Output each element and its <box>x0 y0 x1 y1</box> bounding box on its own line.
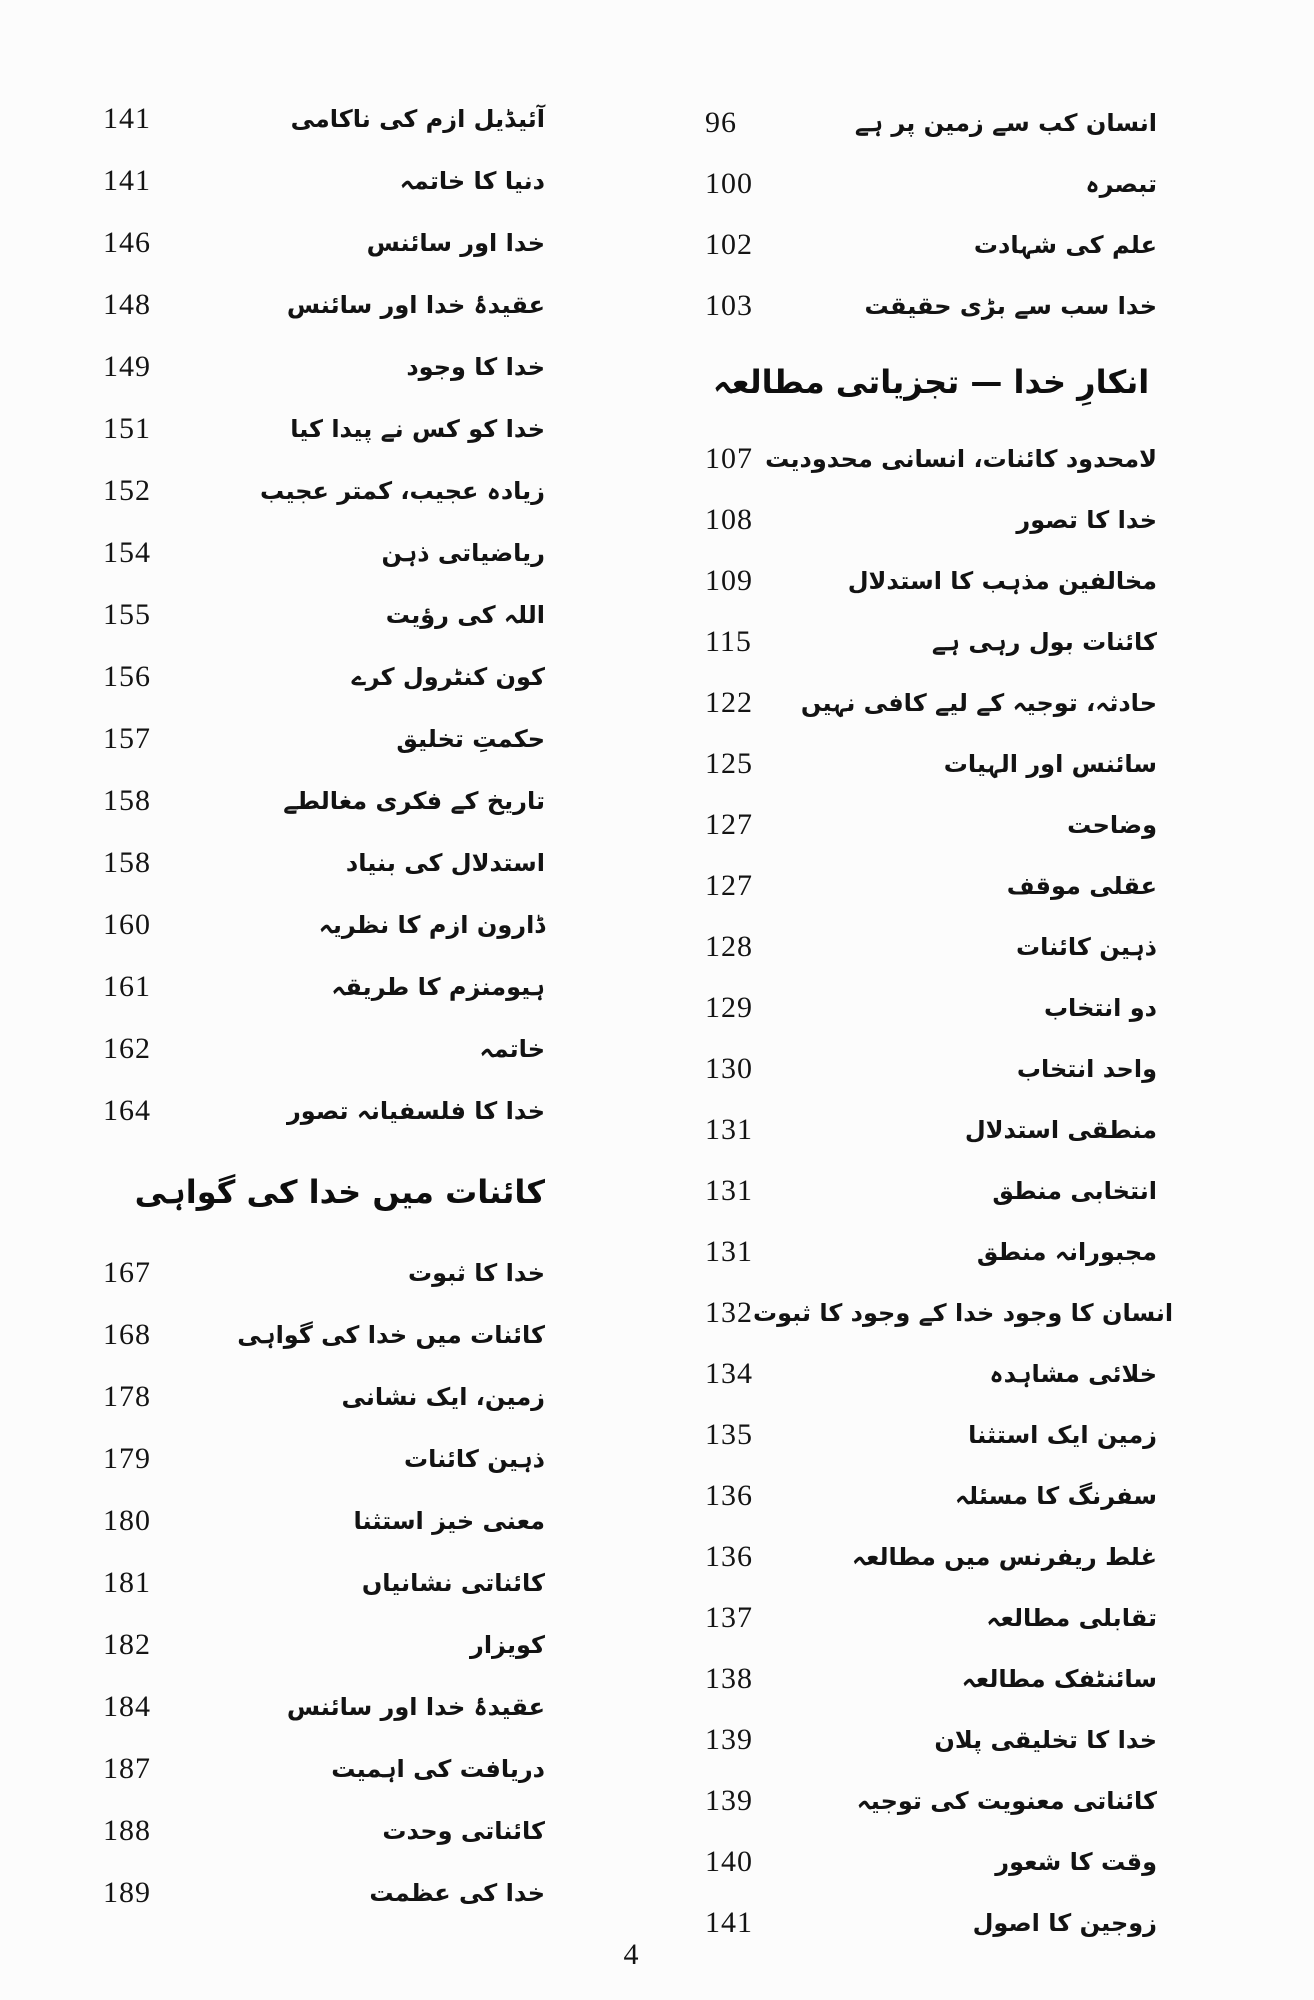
toc-row <box>705 1221 1157 1282</box>
toc-row <box>705 428 1157 489</box>
toc-page-number: 108 <box>705 502 753 536</box>
toc-entry-title: عقیدۂ خدا اور سائنس <box>286 1693 545 1721</box>
toc-entry-title: انسان کب سے زمین پر ہے <box>854 108 1157 137</box>
toc-entry-title: دو انتخاب <box>1043 993 1157 1022</box>
toc-entry-title: انتخابی منطق <box>992 1176 1157 1205</box>
toc-page-number: 158 <box>103 784 151 817</box>
toc-row <box>103 1304 545 1366</box>
toc-entry-title: وضاحت <box>1067 810 1157 839</box>
toc-page-number: 136 <box>705 1478 753 1512</box>
toc-row <box>103 1490 545 1552</box>
toc-page-number: 184 <box>103 1690 151 1723</box>
section-heading-row <box>705 336 1157 428</box>
toc-entry-title: زیادہ عجیب، کمتر عجیب <box>260 477 545 505</box>
section-heading: کائنات میں خدا کی گواہی <box>134 1173 545 1211</box>
toc-entry-title: خدا کو کس نے پیدا کیا <box>290 415 545 443</box>
toc-entry-title: خدا سب سے بڑی حقیقت <box>864 291 1157 320</box>
toc-page-number: 100 <box>705 166 753 200</box>
toc-page-number: 131 <box>705 1234 753 1268</box>
toc-page-number: 103 <box>705 288 753 322</box>
toc-page-number: 189 <box>103 1876 151 1909</box>
toc-page-number: 115 <box>705 624 752 658</box>
toc-column-right <box>705 92 1174 1953</box>
toc-entry-title: سائنٹفک مطالعہ <box>961 1664 1157 1693</box>
toc-row <box>705 1404 1157 1465</box>
toc-page-number: 155 <box>103 598 151 631</box>
toc-entry-title: کائنات میں خدا کی گواہی <box>237 1321 545 1349</box>
toc-page-number: 156 <box>103 660 151 693</box>
toc-entry-title: زوجین کا اصول <box>972 1908 1157 1937</box>
toc-entry-title: غلط ریفرنس میں مطالعہ <box>851 1542 1157 1571</box>
toc-entry-title: زمین، ایک نشانی <box>341 1383 545 1411</box>
toc-row <box>103 88 545 150</box>
toc-entry-title: تبصرہ <box>1085 169 1157 198</box>
toc-row <box>705 855 1157 916</box>
toc-page-number: 188 <box>103 1814 151 1847</box>
toc-page-number: 141 <box>103 164 151 197</box>
toc-entry-title: حادثہ، توجیہ کے لیے کافی نہیں <box>800 688 1157 717</box>
footer-page-number: 4 <box>623 1938 639 1971</box>
toc-entry-title: اللہ کی رؤیت <box>385 601 545 629</box>
toc-page-number: 168 <box>103 1318 151 1351</box>
toc-row <box>705 214 1157 275</box>
toc-page-number: 138 <box>705 1661 753 1695</box>
toc-entry-title: تقابلی مطالعہ <box>986 1603 1157 1632</box>
toc-row <box>705 1343 1157 1404</box>
toc-row <box>705 794 1157 855</box>
toc-page-number: 134 <box>705 1356 753 1390</box>
toc-row <box>705 1526 1157 1587</box>
toc-row <box>103 1242 545 1304</box>
toc-entry-title: وقت کا شعور <box>995 1847 1157 1876</box>
toc-page-number: 131 <box>705 1112 753 1146</box>
toc-row <box>103 460 545 522</box>
toc-page-number: 140 <box>705 1844 753 1878</box>
toc-row <box>103 212 545 274</box>
toc-page-number: 96 <box>705 105 737 139</box>
toc-page-number: 139 <box>705 1722 753 1756</box>
toc-entry-title: ریاضیاتی ذہن <box>381 539 545 567</box>
toc-row <box>705 1099 1157 1160</box>
toc-row <box>103 1366 545 1428</box>
toc-row <box>705 672 1157 733</box>
toc-row <box>103 1738 545 1800</box>
toc-page-number: 154 <box>103 536 151 569</box>
toc-entry-title: لامحدود کائنات، انسانی محدودیت <box>765 444 1157 473</box>
toc-row <box>103 1018 545 1080</box>
toc-page-number: 162 <box>103 1032 151 1065</box>
toc-entry-title: دنیا کا خاتمہ <box>399 167 545 195</box>
toc-entry-title: ذہین کائنات <box>403 1445 545 1473</box>
toc-page-number: 164 <box>103 1094 151 1127</box>
toc-row <box>103 336 545 398</box>
toc-page-number: 181 <box>103 1566 151 1599</box>
toc-row <box>103 150 545 212</box>
toc-entry-title: عقیدۂ خدا اور سائنس <box>286 291 545 319</box>
toc-entry-title: حکمتِ تخلیق <box>396 725 545 753</box>
toc-row <box>705 550 1157 611</box>
toc-row <box>705 1282 1174 1343</box>
toc-page-number: 131 <box>705 1173 753 1207</box>
toc-page-number: 146 <box>103 226 151 259</box>
toc-entry-title: خاتمہ <box>479 1035 545 1063</box>
toc-entry-title: استدلال کی بنیاد <box>345 849 545 877</box>
toc-entry-title: عقلی موقف <box>1006 871 1157 900</box>
toc-entry-title: زمین ایک استثنا <box>968 1420 1157 1449</box>
toc-page-number: 136 <box>705 1539 753 1573</box>
toc-row <box>103 1552 545 1614</box>
toc-page-number: 158 <box>103 846 151 879</box>
toc-page-number: 152 <box>103 474 151 507</box>
toc-page-number: 141 <box>705 1905 753 1939</box>
toc-entry-title: خدا کا تصور <box>1016 505 1157 534</box>
toc-entry-title: کویزار <box>470 1631 545 1659</box>
toc-page-number: 167 <box>103 1256 151 1289</box>
toc-entry-title: مجبورانہ منطق <box>976 1237 1157 1266</box>
toc-row <box>103 646 545 708</box>
toc-page-number: 109 <box>705 563 753 597</box>
toc-row <box>103 832 545 894</box>
toc-page-number: 179 <box>103 1442 151 1475</box>
toc-entry-title: منطقی استدلال <box>964 1115 1157 1144</box>
toc-entry-title: خلائی مشاہدہ <box>989 1359 1157 1388</box>
toc-row <box>103 1428 545 1490</box>
toc-entry-title: سفرنگ کا مسئلہ <box>954 1481 1157 1510</box>
toc-row <box>103 274 545 336</box>
toc-entry-title: معنی خیز استثنا <box>353 1507 545 1535</box>
toc-row <box>103 522 545 584</box>
toc-entry-title: خدا اور سائنس <box>366 229 545 257</box>
toc-row <box>705 1160 1157 1221</box>
toc-page-number: 149 <box>103 350 151 383</box>
toc-page-number: 161 <box>103 970 151 1003</box>
toc-entry-title: خدا کا وجود <box>406 353 545 381</box>
toc-row <box>705 611 1157 672</box>
toc-entry-title: علم کی شہادت <box>973 230 1157 259</box>
toc-entry-title: آئیڈیل ازم کی ناکامی <box>290 105 545 133</box>
toc-row <box>103 894 545 956</box>
toc-row <box>103 1614 545 1676</box>
toc-entry-title: کائناتی نشانیاں <box>361 1569 545 1597</box>
toc-row <box>705 153 1157 214</box>
toc-row <box>103 708 545 770</box>
toc-row <box>705 1831 1157 1892</box>
toc-entry-title: کون کنٹرول کرے <box>351 663 545 691</box>
toc-entry-title: دریافت کی اہمیت <box>331 1755 545 1783</box>
toc-entry-title: انسان کا وجود خدا کے وجود کا ثبوت <box>753 1298 1174 1327</box>
toc-page-number: 180 <box>103 1504 151 1537</box>
toc-entry-title: ڈارون ازم کا نظریہ <box>318 911 545 939</box>
toc-entry-title: خدا کی عظمت <box>369 1879 545 1907</box>
toc-row <box>103 1080 545 1142</box>
toc-row <box>705 1648 1157 1709</box>
toc-page-number: 148 <box>103 288 151 321</box>
toc-entry-title: کائناتی وحدت <box>382 1817 545 1845</box>
toc-row <box>705 489 1157 550</box>
toc-entry-title: خدا کا فلسفیانہ تصور <box>286 1097 545 1125</box>
toc-row <box>103 1862 545 1924</box>
toc-page-number: 139 <box>705 1783 753 1817</box>
toc-page-number: 182 <box>103 1628 151 1661</box>
toc-page-number: 127 <box>705 868 753 902</box>
toc-entry-title: کائنات بول رہی ہے <box>931 627 1157 656</box>
toc-page-number: 187 <box>103 1752 151 1785</box>
section-heading-row <box>103 1142 545 1242</box>
toc-page-number: 129 <box>705 990 753 1024</box>
toc-page-number: 128 <box>705 929 753 963</box>
toc-row <box>103 1676 545 1738</box>
toc-page-number: 178 <box>103 1380 151 1413</box>
toc-page-number: 151 <box>103 412 151 445</box>
toc-page-number: 102 <box>705 227 753 261</box>
toc-page-number: 141 <box>103 102 151 135</box>
toc-entry-title: سائنس اور الہیات <box>943 749 1157 778</box>
toc-column-left <box>103 88 545 1924</box>
toc-page-number: 135 <box>705 1417 753 1451</box>
toc-row <box>705 1038 1157 1099</box>
toc-row <box>705 92 1157 153</box>
toc-page-number: 157 <box>103 722 151 755</box>
toc-row <box>705 1709 1157 1770</box>
toc-row <box>705 977 1157 1038</box>
toc-entry-title: تاریخ کے فکری مغالطے <box>283 787 545 815</box>
toc-page-number: 160 <box>103 908 151 941</box>
toc-entry-title: خدا کا ثبوت <box>407 1259 545 1287</box>
toc-row <box>103 1800 545 1862</box>
toc-row <box>103 398 545 460</box>
toc-row <box>103 956 545 1018</box>
toc-entry-title: مخالفین مذہب کا استدلال <box>847 566 1157 595</box>
toc-page-number: 127 <box>705 807 753 841</box>
toc-page-number: 125 <box>705 746 753 780</box>
section-heading: انکارِ خدا — تجزیاتی مطالعہ <box>712 363 1150 401</box>
toc-entry-title: کائناتی معنویت کی توجیہ <box>856 1786 1157 1815</box>
toc-row <box>705 1587 1157 1648</box>
toc-row <box>103 584 545 646</box>
toc-page-number: 122 <box>705 685 753 719</box>
toc-entry-title: ذہین کائنات <box>1015 932 1157 961</box>
toc-entry-title: ہیومنزم کا طریقہ <box>331 973 545 1001</box>
toc-row <box>705 1465 1157 1526</box>
toc-page-number: 137 <box>705 1600 753 1634</box>
toc-page-number: 130 <box>705 1051 753 1085</box>
toc-row <box>103 770 545 832</box>
toc-entry-title: واحد انتخاب <box>1016 1054 1157 1083</box>
toc-row <box>705 1770 1157 1831</box>
toc-row <box>705 733 1157 794</box>
toc-entry-title: خدا کا تخلیقی پلان <box>934 1725 1157 1754</box>
toc-page-number: 132 <box>705 1295 753 1329</box>
toc-row <box>705 275 1157 336</box>
toc-row <box>705 916 1157 977</box>
toc-page-number: 107 <box>705 441 753 475</box>
